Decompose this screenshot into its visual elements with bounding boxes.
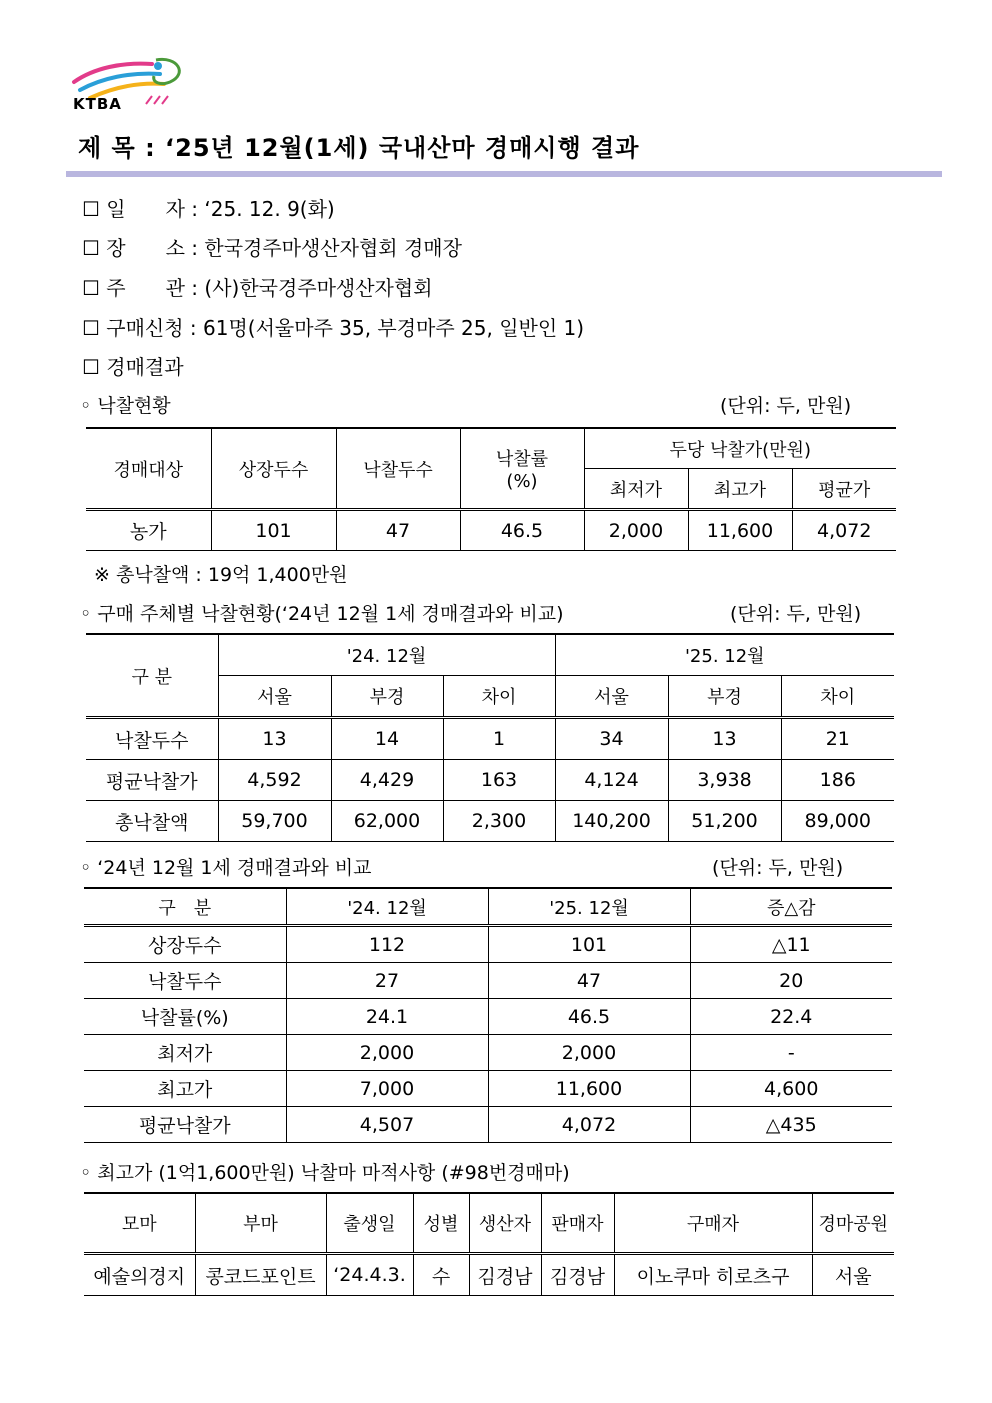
table-row: 최저가 2,000 2,000 -: [84, 1035, 892, 1071]
section1-unit: (단위: 두, 만원): [720, 395, 852, 417]
section2-unit: (단위: 두, 만원): [730, 603, 862, 625]
section3-heading: ◦ ‘24년 12월 1세 경매결과와 비교: [80, 857, 372, 879]
header-price-group: 두당 낙찰가(만원): [584, 428, 896, 469]
header-avg: 평균가: [792, 469, 896, 510]
header-category: 구 분: [86, 634, 218, 718]
section1-heading: ◦ 낙찰현황: [80, 395, 171, 417]
table-row: 낙찰두수 13 14 1 34 13 21: [86, 718, 894, 760]
header-listed: 상장두수: [211, 428, 336, 510]
header-min: 최저가: [584, 469, 688, 510]
header-sold: 낙찰두수: [336, 428, 460, 510]
table-row: 최고가 7,000 11,600 4,600: [84, 1071, 892, 1107]
info-results: ☐ 경매결과: [82, 355, 184, 379]
auction-summary-table: [86, 427, 896, 551]
header-max: 최고가: [688, 469, 792, 510]
table-row: 평균낙찰가 4,507 4,072 △435: [84, 1107, 892, 1143]
table-row: 평균낙찰가 4,592 4,429 163 4,124 3,938 186: [86, 760, 894, 801]
table-row: 총낙찰액 59,700 62,000 2,300 140,200 51,200 89,000: [86, 801, 894, 842]
buyer-comparison-table: 구 분 '24. 12월 '25. 12월 서울 부경 차이 서울 부경 차이 낙찰두수 13 14 1 34 13 21 평균낙찰가 4,592 4,429 163 4,124 3,938 186 총낙찰액 59,700 62,000 2,300 140,200 51,200 89,000: [86, 633, 894, 842]
table-row: 상장두수 112 101 △11: [84, 926, 892, 963]
table-row: 낙찰두수 27 47 20: [84, 963, 892, 999]
header-period-2025: '25. 12월: [555, 634, 894, 676]
info-applicants: ☐ 구매신청 : 61명(서울마주 35, 부경마주 25, 일반인 1): [82, 316, 585, 340]
table-row: 예술의경지 콩코드포인트 ‘24.4.3. 수 김경남 김경남 이노쿠마 히로츠구 서울: [84, 1254, 894, 1296]
section3-unit: (단위: 두, 만원): [712, 857, 844, 879]
year-comparison-table: 구 분 '24. 12월 '25. 12월 증△감 상장두수 112 101 △11 낙찰두수 27 47 20 낙찰률(%) 24.1 46.5 22.4 최저가 2,000 2,000 - 최고가 7,000 11,600 4,600 평균낙찰가 4,507 4,072 △435: [84, 887, 892, 1143]
header-period-2024: '24. 12월: [218, 634, 555, 676]
header-rate: 낙찰률 (%): [460, 428, 584, 510]
info-host: ☐ 주 관 : (사)한국경주마생산자협회: [82, 276, 433, 300]
page-title: 제 목 : ‘25년 12월(1세) 국내산마 경매시행 결과: [78, 134, 640, 162]
section4-heading: ◦ 최고가 (1억1,600만원) 낙찰마 마적사항 (#98번경매마): [80, 1162, 570, 1184]
title-divider: [66, 171, 942, 177]
section2-heading: ◦ 구매 주체별 낙찰현황(‘24년 12월 1세 경매결과와 비교): [80, 603, 564, 625]
info-place: ☐ 장 소 : 한국경주마생산자협회 경매장: [82, 236, 462, 260]
info-date: ☐ 일 자 : ‘25. 12. 9(화): [82, 197, 335, 221]
header-target: 경매대상: [86, 428, 211, 510]
top-horse-table: 모마 부마 출생일 성별 생산자 판매자 구매자 경마공원 예술의경지 콩코드포인트 ‘24.4.3. 수 김경남 김경남 이노쿠마 히로츠구 서울: [84, 1192, 894, 1296]
logo-text: KTBA: [73, 95, 122, 113]
table-row: 농가 101 47 46.5 2,000 11,600 4,072: [86, 510, 896, 551]
total-amount-note: ※ 총낙찰액 : 19억 1,400만원: [94, 564, 348, 586]
table-row: 낙찰률(%) 24.1 46.5 22.4: [84, 999, 892, 1035]
